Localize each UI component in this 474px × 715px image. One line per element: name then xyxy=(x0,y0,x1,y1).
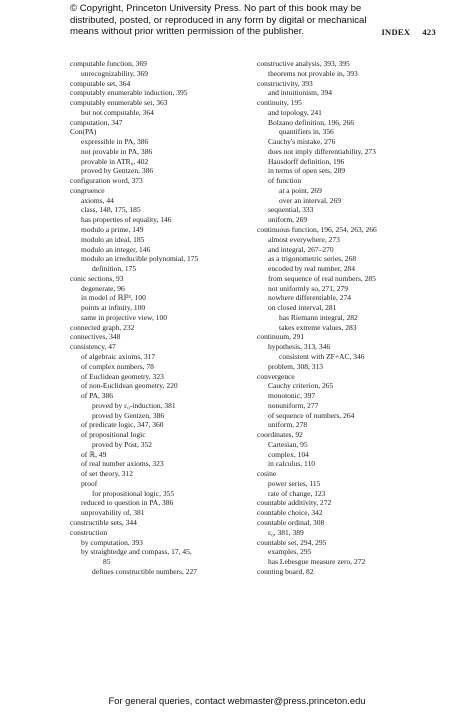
index-entry: problem, 308, 313 xyxy=(268,361,323,371)
index-entry: axioms, 44 xyxy=(81,195,114,205)
index-entry: proved by Gentzen, 386 xyxy=(92,410,165,420)
index-entry: countable choice, 342 xyxy=(257,508,323,518)
index-entry: of sequence of numbers, 264 xyxy=(268,410,355,420)
index-entry: continuity, 195 xyxy=(257,98,302,108)
index-entry: unprovability of, 381 xyxy=(81,508,145,518)
index-entry: encoded by real number, 284 xyxy=(268,264,355,274)
index-entry: does not imply differentiability, 273 xyxy=(268,146,376,156)
index-entry: modulo an integer, 146 xyxy=(81,244,151,254)
index-entry: proved by Post, 352 xyxy=(92,439,152,449)
copyright-line: © Copyright, Princeton University Press. No part of this book may be xyxy=(70,3,362,14)
index-entry: continuous function, 196, 254, 263, 266 xyxy=(257,225,377,235)
index-entry: proved by Gentzen, 386 xyxy=(81,166,154,176)
index-entry: computably enumerable set, 363 xyxy=(70,98,168,108)
index-entry: over an interval, 269 xyxy=(279,195,342,205)
index-entry: computable set, 364 xyxy=(70,78,131,88)
index-entry: but not computable, 364 xyxy=(81,107,154,117)
index-entry: convergence xyxy=(257,371,295,381)
index-entry: modulo an irreducible polynomial, 175 xyxy=(81,254,199,264)
index-entry: on closed interval, 281 xyxy=(268,303,337,313)
index-entry: power series, 115 xyxy=(268,478,321,488)
index-entry: of PA, 386 xyxy=(81,391,114,401)
index-entry: almost everywhere, 273 xyxy=(268,234,340,244)
index-entry: countable additivity, 272 xyxy=(257,498,332,508)
index-entry: Con(PA) xyxy=(70,127,97,137)
index-entry: countable ordinal, 308 xyxy=(257,517,325,527)
index-entry: in terms of open sets, 289 xyxy=(268,166,346,176)
index-entry: in calculus, 110 xyxy=(268,459,316,469)
index-entry: of real number axioms, 323 xyxy=(81,459,164,469)
index-entry: unrecognizability, 369 xyxy=(81,68,148,78)
copyright-line: means without prior written permission of the publisher. xyxy=(70,26,305,38)
index-entry: Hausdorff definition, 196 xyxy=(268,156,345,166)
index-entry: of Euclidean geometry, 323 xyxy=(81,371,164,381)
index-entry: points at infinity, 100 xyxy=(81,303,146,313)
copyright-line: distributed, posted, or reproduced in any form by digital or mechanical xyxy=(70,14,367,26)
footer-contact: For general queries, contact webmaster@press.princeton.edu xyxy=(108,695,366,706)
index-entry: not uniformly so, 271, 279 xyxy=(268,283,348,293)
index-entry: same in projective view, 100 xyxy=(81,312,167,322)
index-entry: has Riemann integral, 282 xyxy=(279,312,358,322)
index-column-left xyxy=(70,59,255,577)
index-entry: class, 148, 175, 185 xyxy=(81,205,141,215)
index-entry: by computation, 393 xyxy=(81,537,143,547)
index-entry: has Lebesgue measure zero, 272 xyxy=(268,557,366,567)
index-entry: constructive analysis, 393, 395 xyxy=(257,59,350,68)
index-entry: Cauchy's mistake, 276 xyxy=(268,137,336,147)
index-entry: of set theory, 312 xyxy=(81,469,134,479)
index-entry: definition, 175 xyxy=(92,264,137,274)
index-entry: of function xyxy=(268,176,302,186)
index-entry: countable set, 294, 295 xyxy=(257,537,327,547)
index-entry: of propositional logic xyxy=(81,430,146,440)
index-entry: of algebraic axioms, 317 xyxy=(81,351,156,361)
index-entry: modulo a prime, 149 xyxy=(81,225,144,235)
index-entry: computably enumerable induction, 395 xyxy=(70,88,188,98)
index-entry: in model of ℝℙ², 100 xyxy=(81,293,146,303)
index-entry: of complex numbers, 78 xyxy=(81,361,154,371)
index-entry: examples, 295 xyxy=(268,547,312,557)
index-entry: of non-Euclidean geometry, 220 xyxy=(81,381,178,391)
index-entry: Cartesian, 95 xyxy=(268,439,308,449)
index-entry: reduced to question in PA, 386 xyxy=(81,498,174,508)
index-entry: and integral, 267–270 xyxy=(268,244,334,254)
index-entry: and intuitionism, 394 xyxy=(268,88,332,98)
index-entry: nonuniform, 277 xyxy=(268,400,319,410)
index-entry: proved by ε₀-induction, 381 xyxy=(92,400,176,410)
index-entry: and topology, 241 xyxy=(268,107,322,117)
index-entry: by straightedge and compass, 17, 45, xyxy=(81,547,192,557)
index-entry: from sequence of real numbers, 285 xyxy=(268,273,376,283)
index-entry: monotonic, 397 xyxy=(268,391,316,401)
index-entry: not provable in PA, 386 xyxy=(81,146,153,156)
running-head-title: INDEX xyxy=(381,27,411,37)
index-entry: congruence xyxy=(70,185,105,195)
index-entry: counting board, 82 xyxy=(257,566,314,576)
index-entry: quantifiers in, 356 xyxy=(279,127,334,137)
index-entry: connectives, 348 xyxy=(70,332,121,342)
index-entry: degenerate, 96 xyxy=(81,283,125,293)
index-entry: as a trigonometric series, 268 xyxy=(268,254,357,264)
index-entry: constructible sets, 344 xyxy=(70,517,137,527)
index-entry: consistency, 47 xyxy=(70,342,116,352)
index-entry: coordinates, 92 xyxy=(257,430,303,440)
index-entry: hypothesis, 313, 346 xyxy=(268,342,331,352)
copyright-notice xyxy=(70,3,410,38)
index-entry: for propositional logic, 355 xyxy=(92,488,175,498)
index-entry: nowhere differentiable, 274 xyxy=(268,293,351,303)
index-entry: computation, 347 xyxy=(70,117,123,127)
index-entry: 85 xyxy=(103,557,111,567)
index-entry: Cauchy criterion, 265 xyxy=(268,381,334,391)
index-entry: complex, 104 xyxy=(268,449,309,459)
index-entry: takes extreme values, 283 xyxy=(279,322,357,332)
index-entry: of predicate logic, 347, 360 xyxy=(81,420,164,430)
index-entry: computable function, 369 xyxy=(70,59,147,68)
index-entry: of ℝ, 49 xyxy=(81,449,107,459)
index-entry: consistent with ZF+AC, 346 xyxy=(279,351,365,361)
index-entry: Bolzano definition, 196, 266 xyxy=(268,117,355,127)
index-entry: construction xyxy=(70,527,108,537)
index-entry: modulo an ideal, 185 xyxy=(81,234,145,244)
index-entry: rate of change, 123 xyxy=(268,488,326,498)
index-entry: configuration word, 373 xyxy=(70,176,143,186)
index-column-right xyxy=(257,59,442,577)
index-entry: uniform, 269 xyxy=(268,215,308,225)
index-entry: connected graph, 232 xyxy=(70,322,135,332)
index-entry: continuum, 291 xyxy=(257,332,305,342)
index-entry: expressible in PA, 386 xyxy=(81,137,149,147)
index-entry: constructivity, 393 xyxy=(257,78,313,88)
index-entry: provable in ATR₀, 402 xyxy=(81,156,149,166)
index-entry: ε₀, 381, 389 xyxy=(268,527,304,537)
index-entry: theorems not provable in, 393 xyxy=(268,68,358,78)
index-entry: has properties of equality, 146 xyxy=(81,215,172,225)
index-entry: defines constructible numbers, 227 xyxy=(92,566,197,576)
running-head xyxy=(381,27,436,37)
index-entry: uniform, 278 xyxy=(268,420,308,430)
index-entry: at a point, 269 xyxy=(279,185,322,195)
index-entry: proof xyxy=(81,478,98,488)
index-entry: sequential, 333 xyxy=(268,205,314,215)
page-number: 423 xyxy=(422,27,436,37)
index-entry: cosine xyxy=(257,469,277,479)
index-entry: conic sections, 93 xyxy=(70,273,124,283)
